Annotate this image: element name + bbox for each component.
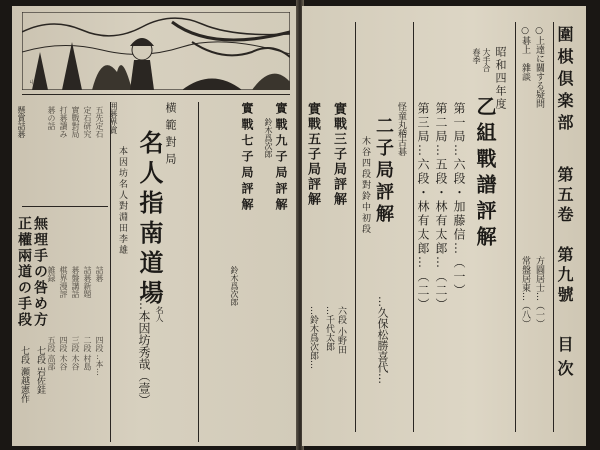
note-2-author: 常盤居東…（八）: [520, 256, 530, 328]
game-3: 第三局…六段・林有太郎…（二）: [416, 102, 430, 312]
series9-title: 實戰九子局評解: [274, 102, 288, 214]
series5-title: 實戰五子局評解: [305, 102, 320, 207]
two-stone-author: …久保松勝喜代…: [376, 296, 389, 384]
main-subtitle: 本因坊名人對淵田李雄: [117, 146, 127, 256]
toc-label: 目次: [555, 336, 574, 384]
magazine-title: 圍棋倶楽部: [555, 26, 574, 136]
list-mid-1: 詰碁: [95, 266, 104, 282]
footnote-1: 囲碁界賞: [109, 102, 118, 134]
svg-text:ㄐ: ㄐ: [28, 78, 35, 86]
year-sub-1: 春季: [472, 48, 481, 64]
otsu-title: 乙組戰譜評解: [473, 96, 497, 252]
issue: 第九號: [555, 246, 574, 306]
misc-1-author: 七段 岩佐銈: [35, 346, 45, 394]
series3-title: 實戰三子局評解: [331, 102, 346, 207]
volume: 第五卷: [555, 166, 574, 226]
game-2: 第二局…五段・林有太郎…（二）: [434, 102, 448, 312]
series5-author: …鈴木爲次郎…: [308, 306, 318, 369]
misc-2: 正權兩道の手段: [16, 216, 32, 328]
list-bot-4: 四段 木谷: [59, 336, 68, 371]
series9-author: 鈴木爲次郎: [264, 118, 273, 158]
footnote-2: 懸賞詰碁: [17, 106, 26, 138]
kaido-label: 怪童丸稽古碁: [396, 102, 406, 156]
list-mid-3: 碁盤講話: [71, 266, 80, 298]
list-mid-2: 詰碁新題: [83, 266, 92, 298]
list-mid-4: 棋界漫評: [59, 266, 68, 298]
list-bot-2: 二段 村島: [83, 336, 92, 371]
main-title: 名人指南道場: [135, 130, 164, 310]
list-mid-5: 雑録: [47, 266, 56, 282]
list-bot-1: 四段 ‥本…: [95, 336, 104, 376]
note-1: ○上達に關する疑問: [534, 26, 544, 108]
left-page: [12, 6, 298, 446]
list-top-1: 五先定石: [95, 106, 104, 138]
note-1-author: 方圓居士…（一）: [534, 256, 544, 328]
main-title-author-prefix: 名人: [155, 306, 164, 322]
misc-2-author: 七段 瀬越憲作: [19, 346, 29, 403]
series3-author: …千代太郎: [324, 306, 334, 351]
misc-1: 無理手の咎め方: [32, 216, 48, 328]
series7-title: 實戰七子局評解: [240, 102, 254, 214]
year-sub-2: 大手合: [482, 48, 491, 72]
right-page: [302, 6, 586, 446]
game-1: 第一局…六段・加藤信…（一）: [452, 102, 466, 298]
series3-author-rank: 六段 小野田: [336, 306, 346, 354]
two-stone-title: 二子局評解: [373, 116, 394, 226]
two-stone-sub: 木谷四段對鈴中初段: [360, 136, 370, 235]
year-label: 昭和四年度: [494, 46, 507, 111]
section-head: 横範對局: [164, 102, 177, 170]
list-bot-5: 五段 高部: [47, 336, 56, 371]
list-bot-3: 三段 木谷: [71, 336, 80, 371]
main-title-author: …本因坊秀哉（壹）: [137, 298, 151, 406]
note-2: ○碁上 雜談: [520, 26, 530, 81]
list-top-3: 實戰對局: [71, 106, 80, 138]
header-illustration: [22, 12, 290, 90]
list-top-2: 定石研究: [83, 106, 92, 138]
list-top-5: 碁の話: [47, 106, 56, 130]
series7-author: 鈴木爲次郎: [230, 266, 239, 306]
list-top-4: 打碁讀み: [59, 106, 68, 138]
